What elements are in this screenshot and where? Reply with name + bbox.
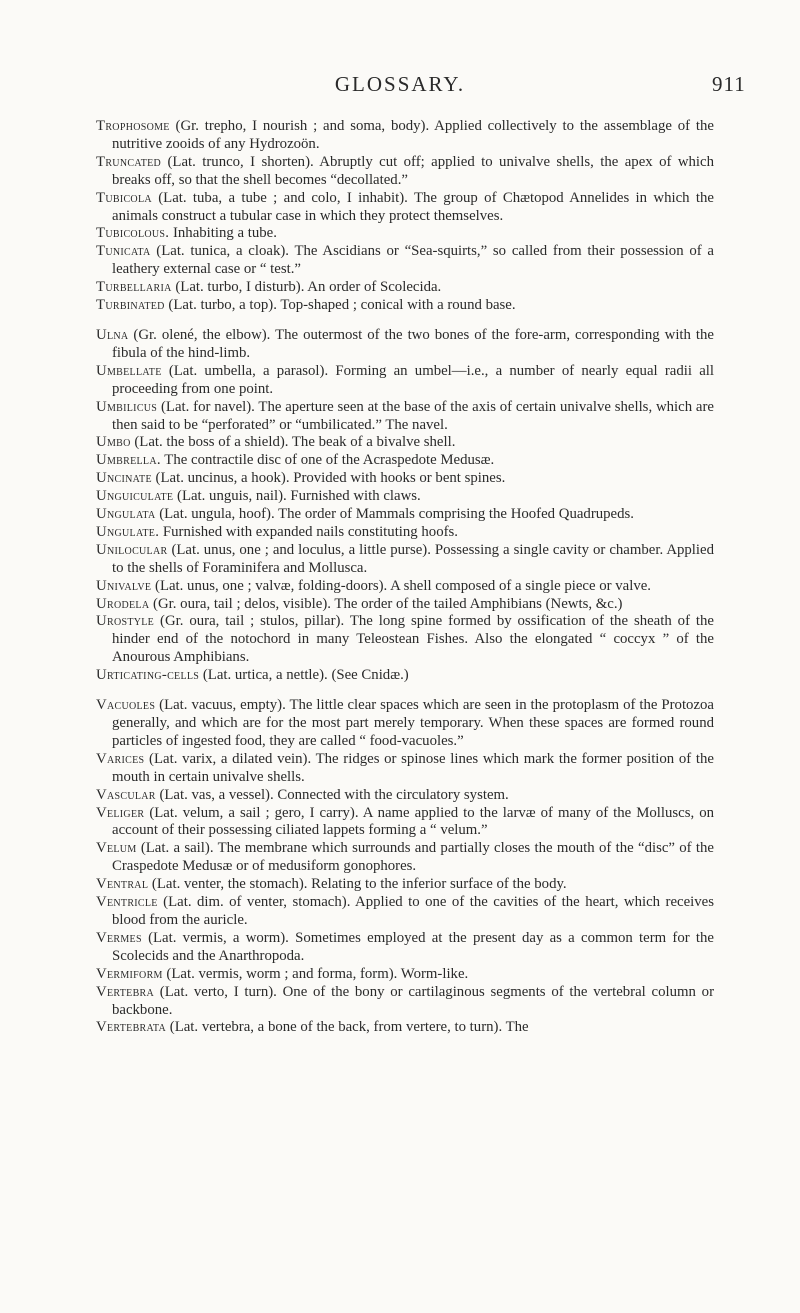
entry-definition: (Lat. tuba, a tube ; and colo, I inhabit). The group of Chætopod Annelides in which the animals construct a tubular case in which they protect themselves. <box>112 189 714 224</box>
entry-definition: (Lat. turbo, a top). Top-shaped ; conical with a round base. <box>164 297 516 314</box>
glossary-entry <box>96 894 714 930</box>
entry-definition: (Lat. tunica, a cloak). The Ascidians or “Sea-squirts,” so called from their possession of a leathery external case or “ test.” <box>112 243 714 278</box>
entry-definition: (Lat. turbo, I disturb). An order of Scolecida. <box>171 279 442 296</box>
entry-definition: (Lat. unguis, nail). Furnished with claws. <box>173 488 421 505</box>
entry-definition: (Lat. a sail). The membrane which surrounds and partially closes the mouth of the “disc” of the Craspedote Medusæ or of medusiform gonophores. <box>112 840 714 875</box>
entry-definition: Furnished with expanded nails constituting hoofs. <box>159 523 458 540</box>
entry-definition: (Lat. vacuus, empty). The little clear spaces which are seen in the protoplasm of the Protozoa generally, and which are for the most part merely temporary. When these spaces are formed round particles of ingested food, they are called “ food-vacuoles.” <box>112 697 714 749</box>
glossary-entry <box>96 524 714 542</box>
entry-definition: (Lat. for navel). The aperture seen at the base of the axis of certain univalve shells, which are then said to be “perforated” or “umbilicated.” The navel. <box>112 398 714 433</box>
entry-term: Umbo <box>96 434 131 451</box>
entry-term: Uncinate <box>96 470 152 487</box>
glossary-entry <box>96 434 714 452</box>
glossary-entry <box>96 596 714 614</box>
page-number: 911 <box>712 72 746 96</box>
glossary-entry <box>96 840 714 876</box>
entry-definition: (Lat. uncinus, a hook). Provided with hooks or bent spines. <box>151 470 506 487</box>
entry-definition: (Gr. trepho, I nourish ; and soma, body). Applied collectively to the assemblage of the nutritive zooids of any Hydrozoön. <box>112 118 714 152</box>
entry-term: Turbellaria <box>96 279 172 296</box>
entry-term: Tubicolous. <box>96 225 170 242</box>
entry-definition: (Lat. velum, a sail ; gero, I carry). A name applied to the larvæ of many of the Molluscs, on account of their possessing ciliated lappets forming a “ velum.” <box>112 804 714 839</box>
entry-term: Urodela <box>96 595 150 612</box>
glossary-entry <box>96 279 714 297</box>
entry-definition: (Lat. varix, a dilated vein). The ridges or spinose lines which mark the former position of the mouth in certain univalve shells. <box>112 750 714 785</box>
entry-definition: (Lat. ungula, hoof). The order of Mammals comprising the Hoofed Quadrupeds. <box>155 506 634 523</box>
entry-term: Umbellate <box>96 362 162 379</box>
glossary-body <box>96 118 714 1037</box>
glossary-entry <box>96 190 714 226</box>
entry-definition: (Lat. vermis, worm ; and forma, form). Worm-like. <box>162 965 469 982</box>
section-u <box>96 327 714 685</box>
entry-term: Tubicola <box>96 189 152 206</box>
entry-term: Veliger <box>96 804 145 821</box>
entry-term: Vacuoles <box>96 697 156 714</box>
entry-term: Tunicata <box>96 243 151 260</box>
glossary-entry <box>96 243 714 279</box>
entry-definition: (Lat. vas, a vessel). Connected with the circulatory system. <box>155 786 509 803</box>
glossary-entry <box>96 506 714 524</box>
entry-definition: (Lat. unus, one ; valvæ, folding-doors). A shell composed of a single piece or valve. <box>151 577 652 594</box>
entry-definition: (Gr. oura, tail ; delos, visible). The order of the tailed Amphibians (Newts, &c.) <box>149 595 623 612</box>
glossary-entry <box>96 966 714 984</box>
entry-definition: (Gr. oura, tail ; stulos, pillar). The long spine formed by ossification of the sheath of the hinder end of the notochord in many Teleostean Fishes. Also the elongated “ coccyx ” of the Anourous Amphibians. <box>112 613 714 666</box>
entry-term: Ungulata <box>96 506 156 523</box>
entry-term: Turbinated <box>96 297 165 314</box>
entry-term: Velum <box>96 840 137 857</box>
entry-term: Trophosome <box>96 118 170 134</box>
entry-term: Ulna <box>96 326 129 343</box>
glossary-entry <box>96 984 714 1020</box>
glossary-entry <box>96 613 714 667</box>
entry-term: Vertebra <box>96 983 155 1000</box>
glossary-entry <box>96 452 714 470</box>
entry-definition: (Lat. unus, one ; and loculus, a little purse). Possessing a single cavity or chamber. Applied to the shells of Foraminifera and Mollusca. <box>112 541 714 576</box>
running-title: GLOSSARY. <box>334 72 466 96</box>
glossary-entry <box>96 697 714 751</box>
glossary-entry <box>96 363 714 399</box>
glossary-entry <box>96 667 714 685</box>
entry-definition: (Lat. urtica, a nettle). (See Cnidæ.) <box>199 667 409 684</box>
entry-definition: (Lat. vertebra, a bone of the back, from vertere, to turn). The <box>166 1019 529 1036</box>
entry-definition: (Lat. umbella, a parasol). Forming an umbel—i.e., a number of nearly equal radii all proceeding from one point. <box>112 362 714 397</box>
entry-term: Ventral <box>96 876 149 893</box>
glossary-entry <box>96 488 714 506</box>
entry-term: Vermes <box>96 929 142 946</box>
entry-definition: (Lat. trunco, I shorten). Abruptly cut off; applied to univalve shells, the apex of which breaks off, so that the shell becomes “decollated.” <box>112 153 714 188</box>
entry-term: Unilocular <box>96 541 168 558</box>
entry-definition: (Gr. olené, the elbow). The outermost of the two bones of the fore-arm, corresponding with the fibula of the hind-limb. <box>112 326 714 361</box>
entry-term: Ventricle <box>96 894 158 911</box>
entry-term: Vascular <box>96 786 156 803</box>
glossary-entry <box>96 225 714 243</box>
glossary-entry <box>96 327 714 363</box>
glossary-entry <box>96 751 714 787</box>
glossary-entry <box>96 542 714 578</box>
entry-term: Varices <box>96 750 145 767</box>
glossary-entry <box>96 578 714 596</box>
entry-definition: (Lat. vermis, a worm). Sometimes employed at the present day as a common term for the Scolecids and the Anarthropoda. <box>112 929 714 964</box>
entry-term: Unguiculate <box>96 488 174 505</box>
glossary-entry <box>96 297 714 315</box>
glossary-entry <box>96 470 714 488</box>
glossary-entry <box>96 876 714 894</box>
entry-definition: The contractile disc of one of the Acraspedote Medusæ. <box>160 452 495 469</box>
entry-term: Urostyle <box>96 613 155 630</box>
entry-definition: (Lat. dim. of venter, stomach). Applied to one of the cavities of the heart, which receives blood from the auricle. <box>112 894 714 928</box>
glossary-entry <box>96 930 714 966</box>
glossary-entry <box>96 1019 714 1037</box>
section-v <box>96 697 714 1037</box>
entry-term: Umbilicus <box>96 398 158 415</box>
entry-term: Truncated <box>96 153 162 170</box>
entry-definition: (Lat. verto, I turn). One of the bony or cartilaginous segments of the vertebral column or backbone. <box>112 983 714 1018</box>
glossary-entry <box>96 399 714 435</box>
glossary-entry <box>96 787 714 805</box>
entry-definition: (Lat. venter, the stomach). Relating to the inferior surface of the body. <box>148 876 567 893</box>
glossary-entry <box>96 154 714 190</box>
entry-term: Vertebrata <box>96 1019 167 1036</box>
entry-term: Vermiform <box>96 965 163 982</box>
entry-term: Urticating-cells <box>96 667 200 684</box>
entry-term: Univalve <box>96 577 152 594</box>
section-t <box>96 118 714 315</box>
entry-definition: Inhabiting a tube. <box>169 225 277 242</box>
glossary-entry <box>96 805 714 841</box>
glossary-entry <box>96 118 714 154</box>
entry-term: Umbrella. <box>96 452 161 469</box>
entry-definition: (Lat. the boss of a shield). The beak of a bivalve shell. <box>130 434 456 451</box>
entry-term: Ungulate. <box>96 523 160 540</box>
